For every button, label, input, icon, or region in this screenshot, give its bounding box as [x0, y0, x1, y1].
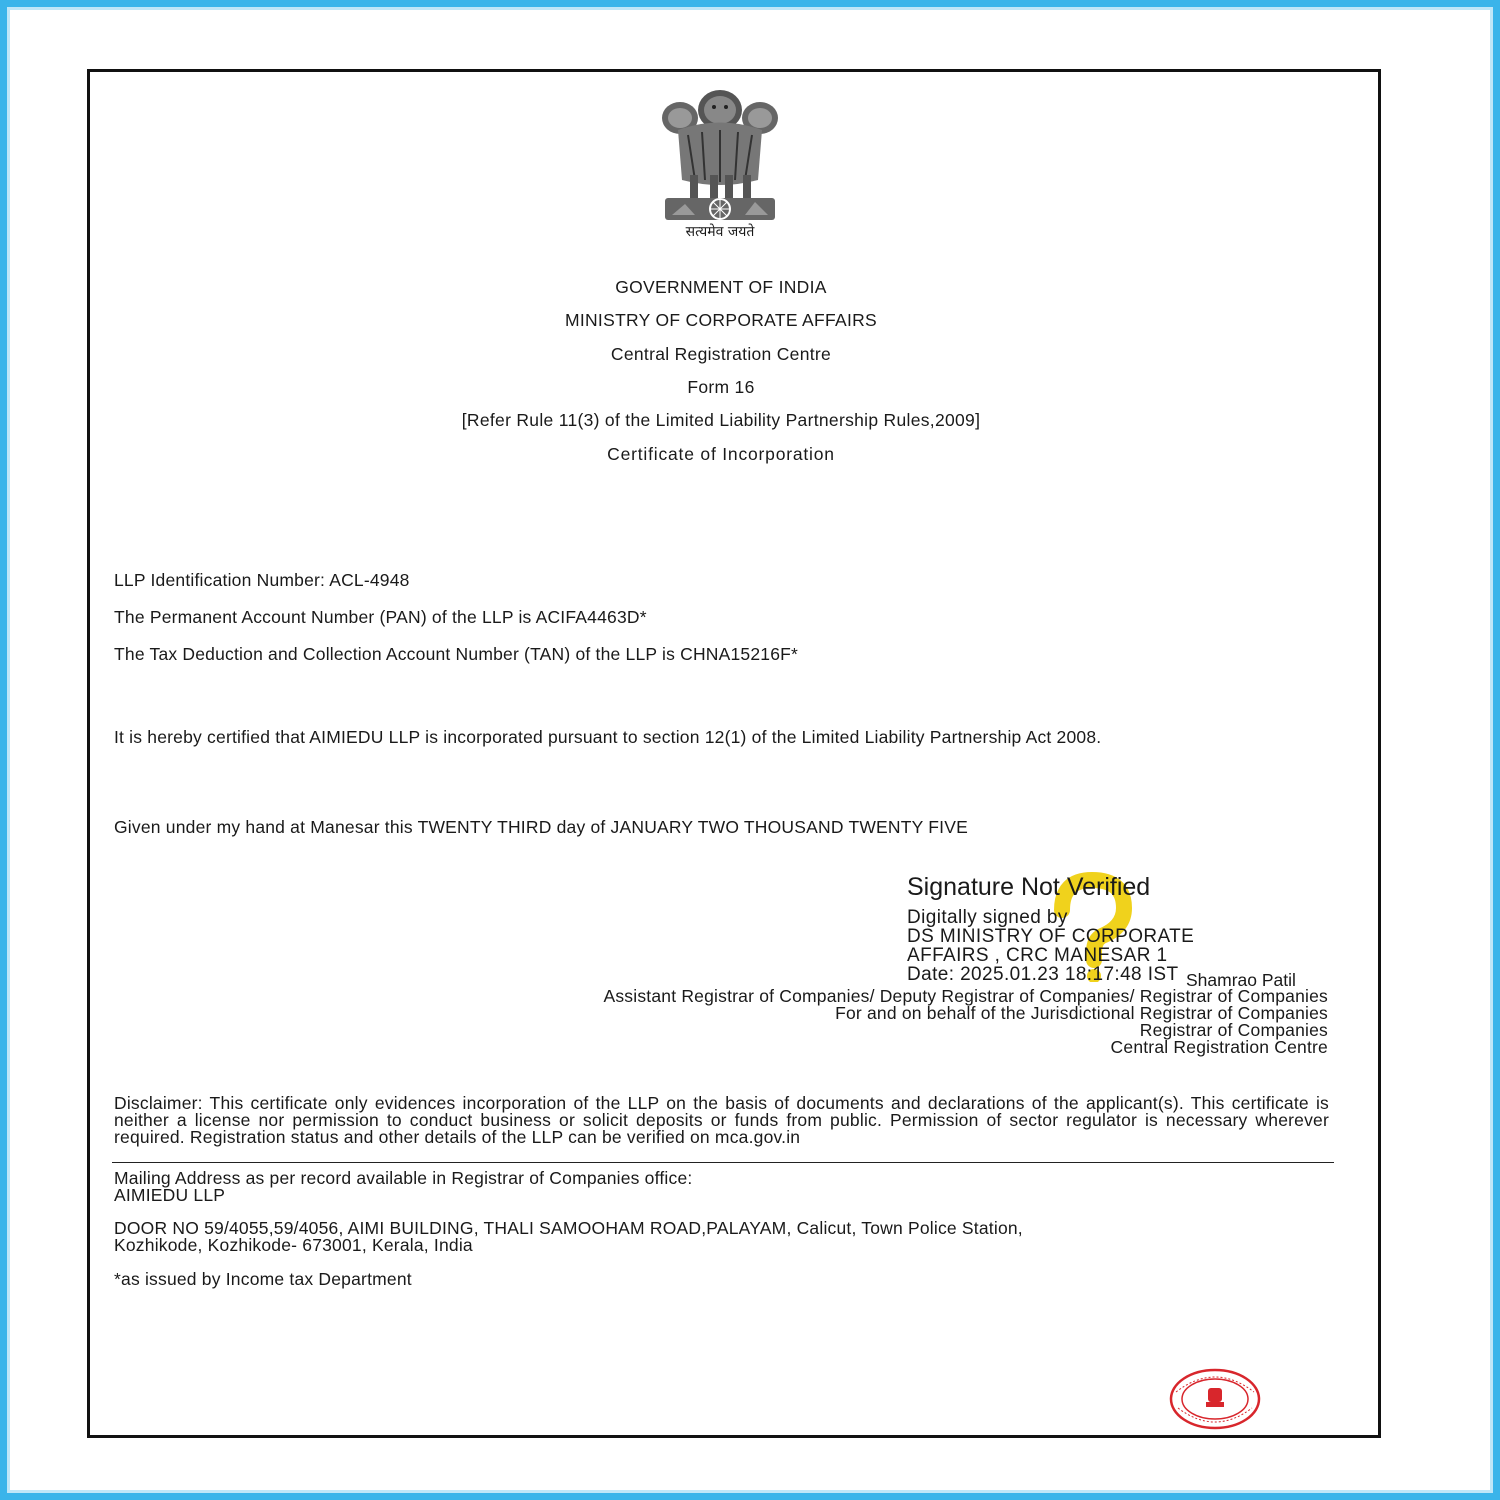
signature-signer-org: DS MINISTRY OF CORPORATE [907, 926, 1195, 947]
signer-name: Shamrao Patil [1186, 970, 1296, 990]
divider [112, 1162, 1334, 1163]
registrar-centre: Central Registration Centre [1110, 1037, 1328, 1057]
header-centre: Central Registration Centre [610, 344, 832, 364]
footnote: *as issued by Income tax Department [114, 1269, 412, 1289]
registrar-behalf: For and on behalf of the Jurisdictional Registrar of Companies [835, 1003, 1328, 1023]
registrar-seal-icon [1168, 1368, 1263, 1430]
mailing-name: AIMIEDU LLP [114, 1185, 226, 1205]
address-line-1: DOOR NO 59/4055,59/4056, AIMI BUILDING, THALI SAMOOHAM ROAD,PALAYAM, Calicut, Town Police Station, [114, 1218, 1023, 1238]
pan-line: The Permanent Account Number (PAN) of the LLP is ACIFA4463D* [114, 607, 647, 627]
signature-signer-office: AFFAIRS , CRC MANESAR 1 [907, 945, 1168, 966]
tan-line: The Tax Deduction and Collection Account Number (TAN) of the LLP is CHNA15216F* [114, 644, 799, 664]
llpin-line: LLP Identification Number: ACL-4948 [114, 570, 410, 590]
header-government: GOVERNMENT OF INDIA [615, 277, 827, 297]
certification-text: It is hereby certified that AIMIEDU LLP is incorporated pursuant to section 12(1) of the Limited Liability Partnership Act 2008. [114, 727, 1102, 747]
certificate-title: Certificate of Incorporation [607, 444, 835, 464]
header-ministry: MINISTRY OF CORPORATE AFFAIRS [564, 310, 878, 330]
registrar-designation: Assistant Registrar of Companies/ Deputy Registrar of Companies/ Registrar of Companies [603, 986, 1328, 1006]
emblem-motto: सत्यमेव जयते [685, 224, 755, 240]
mailing-heading: Mailing Address as per record available in Registrar of Companies office: [114, 1168, 693, 1188]
signature-digitally-signed: Digitally signed by [907, 907, 1068, 928]
signature-date: Date: 2025.01.23 18:17:48 IST [907, 964, 1179, 985]
signature-status: Signature Not Verified [907, 873, 1151, 901]
address-line-2: Kozhikode, Kozhikode- 673001, Kerala, India [114, 1235, 473, 1255]
header-form: Form 16 [687, 377, 755, 397]
header-rule: [Refer Rule 11(3) of the Limited Liability Partnership Rules,2009] [461, 410, 981, 430]
disclaimer: Disclaimer: This certificate only evidences incorporation of the LLP on the basis of documents and declarations of the applicant(s). This certificate is neither a license nor permission to conduct business or solicit deposits or funds from public. Permission of sector regulator is necessary wherever required. Registration status and other details of the LLP can be verified on mca.gov.in [114, 1093, 1329, 1147]
mailing-section [114, 1170, 692, 1204]
given-under-hand: Given under my hand at Manesar this TWENTY THIRD day of JANUARY TWO THOUSAND TWENTY FIVE [114, 817, 968, 837]
mailing-address [114, 1220, 1023, 1254]
registrar-roc: Registrar of Companies [1139, 1020, 1328, 1040]
national-emblem-icon [650, 80, 790, 245]
signature-block [907, 872, 1307, 984]
